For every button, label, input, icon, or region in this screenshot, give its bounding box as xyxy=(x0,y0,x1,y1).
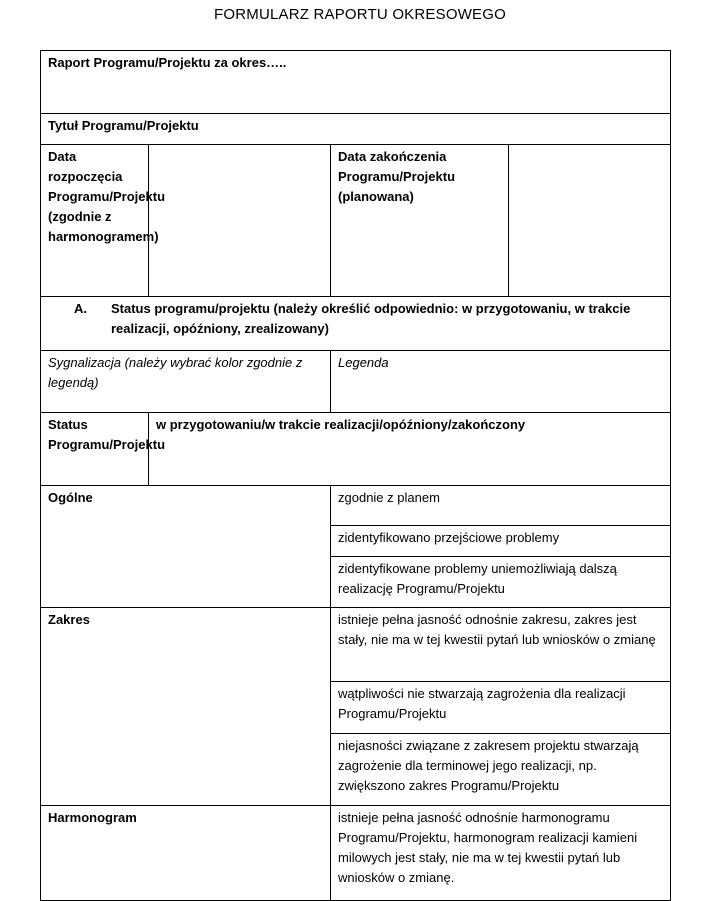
report-form-table xyxy=(40,50,671,901)
dates-row xyxy=(41,145,671,297)
category-scope-item: istnieje pełna jasność odnośnie zakresu, zakres jest stały, nie ma w tej kwestii pytań lub wniosków o zmianę xyxy=(331,608,671,682)
category-scope-label: Zakres xyxy=(41,608,331,806)
program-title-row xyxy=(41,114,671,145)
status-value: w przygotowaniu/w trakcie realizacji/opóźniony/zakończony xyxy=(149,413,671,486)
category-scope-item: niejasności związane z zakresem projektu stwarzają zagrożenie dla terminowej jego realizacji, np. zwiększono zakres Programu/Projektu xyxy=(331,734,671,806)
category-row-scope xyxy=(41,608,671,682)
section-a-text: Status programu/projektu (należy określić odpowiednio: w przygotowaniu, w trakcie realizacji, opóźniony, zrealizowany) xyxy=(111,301,631,336)
category-scope-item: wątpliwości nie stwarzają zagrożenia dla realizacji Programu/Projektu xyxy=(331,682,671,734)
category-general-item: zidentyfikowane problemy uniemożliwiają dalszą realizację Programu/Projektu xyxy=(331,557,671,608)
end-date-label: Data zakończenia Programu/Projektu (planowana) xyxy=(331,145,509,297)
start-date-label: Data rozpoczęcia Programu/Projektu (zgodnie z harmonogramem) xyxy=(41,145,149,297)
end-date-field[interactable] xyxy=(509,145,671,297)
section-a-row xyxy=(41,297,671,351)
category-schedule-label: Harmonogram xyxy=(41,806,331,901)
report-period-row xyxy=(41,51,671,114)
category-row-general xyxy=(41,486,671,526)
category-schedule-item: istnieje pełna jasność odnośnie harmonogramu Programu/Projektu, harmonogram realizacji kamieni milowych jest stały, nie ma w tej kwestii pytań lub wniosków o zmianę. xyxy=(331,806,671,901)
start-date-field[interactable] xyxy=(149,145,331,297)
document-title: FORMULARZ RAPORTU OKRESOWEGO xyxy=(213,6,506,23)
status-label: Status Programu/Projektu xyxy=(41,413,149,486)
legend-label: Legenda xyxy=(331,351,671,413)
category-general-item: zidentyfikowano przejściowe problemy xyxy=(331,526,671,557)
report-period-label: Raport Programu/Projektu za okres….. xyxy=(41,51,671,114)
program-title-label: Tytuł Programu/Projektu xyxy=(41,114,671,145)
category-general-item: zgodnie z planem xyxy=(331,486,671,526)
category-row-schedule xyxy=(41,806,671,901)
section-a-letter: A. xyxy=(74,301,87,316)
signal-row xyxy=(41,351,671,413)
status-row xyxy=(41,413,671,486)
section-a-heading xyxy=(41,297,671,351)
signal-label: Sygnalizacja (należy wybrać kolor zgodnie z legendą) xyxy=(41,351,331,413)
category-general-label: Ogólne xyxy=(41,486,331,608)
